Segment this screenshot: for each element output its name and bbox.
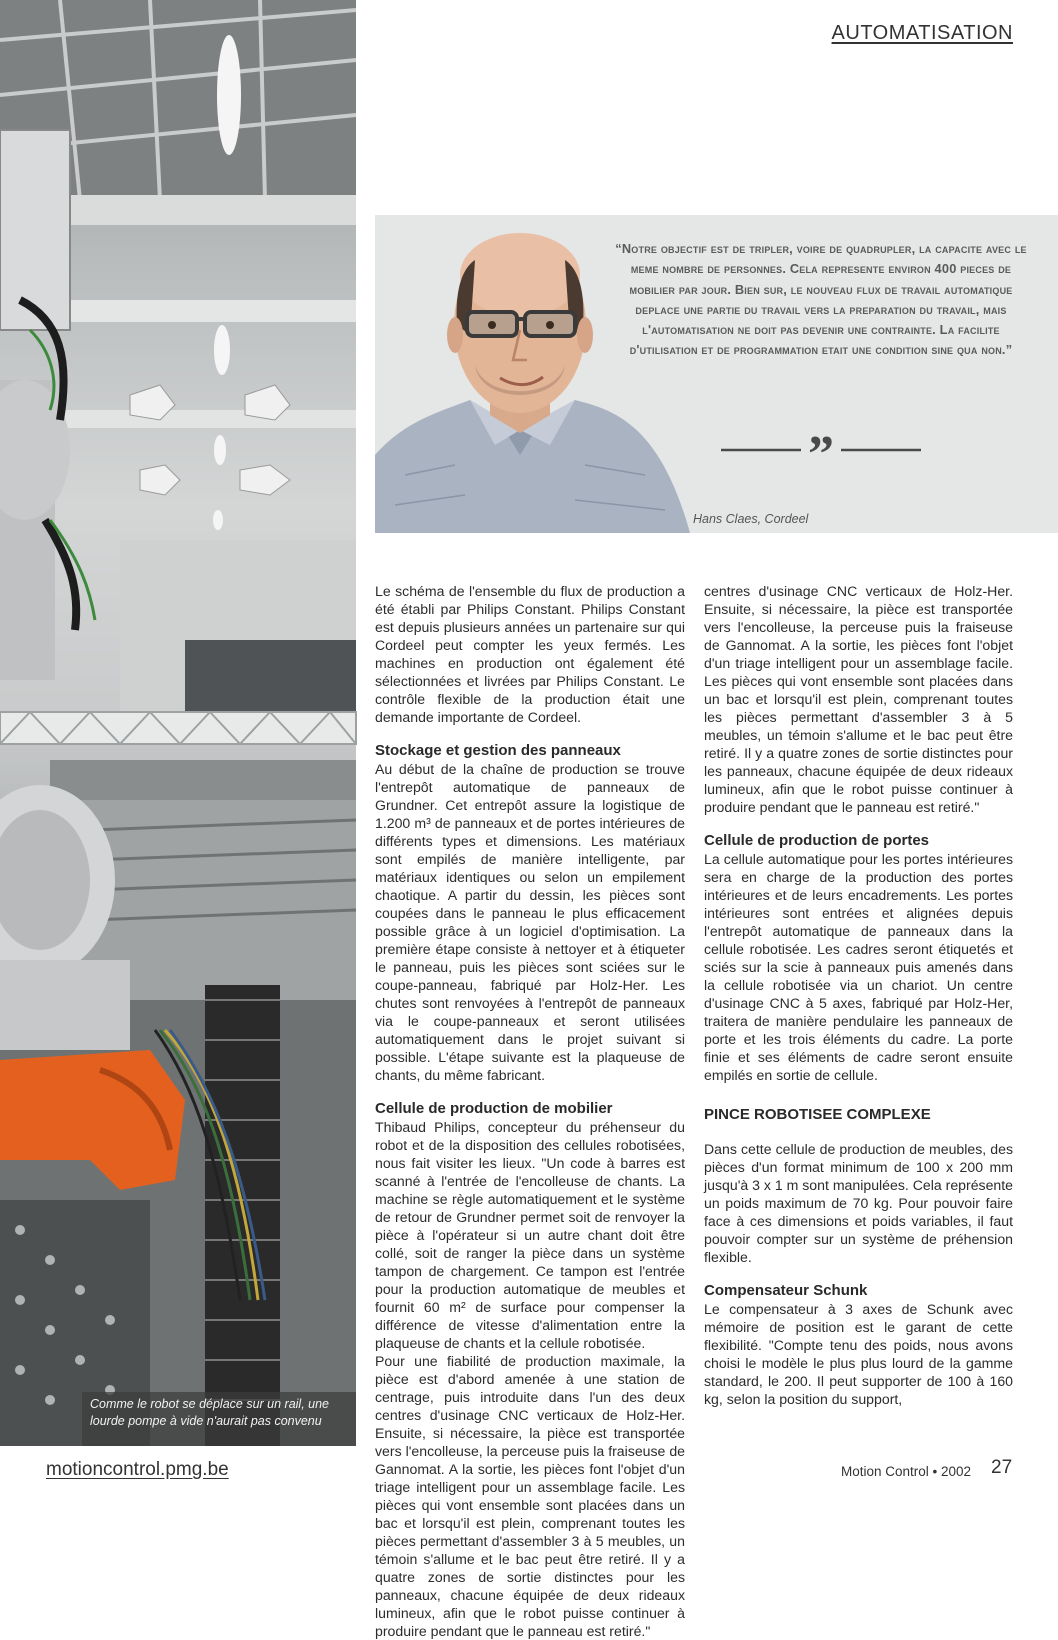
article-column-right [704, 582, 1013, 1408]
section-body-mobilier: Thibaud Philips, concepteur du préhenseur du robot et de la disposition des cellules robotisées, nous fait visiter les lieux. "Un code à barres est scanné à l'entrée de l'encolleuse de chants. La machine se règle automatiquement et le système de retour de Grundner permet soit de renvoyer la pièce à l'opérateur si un autre chant doit être collé, soit de ranger la pièce dans un système tampon de chargement. Ce tampon est l'entrée pour la production automatique de meubles et fournit 60 m² de surface pour compenser la différence de vitesse d'alimentation entre la plaqueuse de chants et la cellule robotisée. [375, 1119, 685, 1351]
section-body-schunk: Le compensateur à 3 axes de Schunk avec mémoire de position est le garant de cette flexibilité. "Compte tenu des poids, nous avons choisi le modèle le plus plus lourd de la gamme standard, le 200. Il peut supporter de 100 à 160 kg, selon la position du support, [704, 1301, 1013, 1407]
footer-website-link[interactable]: motioncontrol.pmg.be [46, 1459, 229, 1480]
article-column-left [375, 582, 685, 1639]
quote-box [375, 215, 1058, 533]
section-body-stockage: Au début de la chaîne de production se trouve l'entrepôt automatique de panneaux de Grundner. Cet entrepôt assure la logistique de 1.200 m³ de panneaux et de portes intérieures de différents types et dimensions. Les matériaux sont empilés de manière intelligente, par matériaux identiques ou selon un empilement chaotique. A partir du dessin, les pièces sont coupées dans le panneau le plus efficacement possible grâce à un logiciel d'optimisation. La première étape consiste à nettoyer et à étiqueter le panneau, puis les pièces sont sciées sur le coupe-panneau, fabriqué par Holz-Her. Les chutes sont renvoyées à l'entrepôt de panneaux via le coupe-panneaux et seront utilisées automatiquement dans le projet suivant si possible. L'étape suivante est la plaqueuse de chants, du même fabricant. [375, 761, 685, 1083]
factory-robot-illustration [0, 0, 356, 1446]
section-body-pince: Dans cette cellule de production de meubles, des pièces d'un format minimum de 100 x 200 mm jusqu'à 3 x 1 m sont manipulées. Cela représente un poids maximum de 70 kg. Pour pouvoir faire face à ces dimensions et poids variables, il faut pouvoir compter sur un système de préhension flexible. [704, 1141, 1014, 1265]
quote-divider [721, 426, 921, 483]
section-heading-portes: Cellule de production de portes [704, 832, 930, 849]
section-body-portes: La cellule automatique pour les portes intérieures sera en charge de la production des portes intérieures et de leurs encadrements. Les portes intérieures sont entrées et alignées depuis l'entrepôt automatique de panneaux dans la cellule robotisée. Les cadres seront étiquetés et sciés sur la scie à panneaux puis amenés dans la cellule robotisée via un chariot. Un centre d'usinage CNC à 5 axes, fabriqué par Holz-Her, traitera de manière pendulaire les panneaux de porte et les trois éléments du cadre. La porte finie et ses éléments de cadre seront ensuite empilés en sortie de cellule. [704, 851, 1013, 1083]
section-heading-stockage: Stockage et gestion des panneaux [375, 742, 621, 759]
factory-robot-photo [0, 0, 356, 1446]
section-heading-mobilier: Cellule de production de mobilier [375, 1100, 613, 1117]
article-intro: Le schéma de l'ensemble du flux de production a été établi par Philips Constant. Philips Constant est depuis plusieurs années un partenaire sur qui Cordeel peut compter les yeux fermés. Les machines en production ont également été sélectionnées et livrées par Philips Constant. Le contrôle flexible de la production était une demande importante de Cordeel. [375, 583, 685, 725]
section-body-mobilier-continued: Pour une fiabilité de production maximale, la pièce est d'abord amenée à une station de centrage, puis introduite dans l'un des deux centres d'usinage CNC verticaux de Holz-Her. Ensuite, si nécessaire, la pièce est transportée vers l'encolleuse, la perceuse puis la fraiseuse de Gannomat. A la sortie, les pièces font l'objet d'un triage intelligent pour un assemblage facile. Les pièces qui vont ensemble sont placées dans un bac et lorsqu'il est plein, comprenant toutes les pièces permettant d'assembler 3 à 5 meubles, un témoin s'allume et le bac peut être retiré. Il y a quatre zones de sortie distinctes pour les panneaux, chacune équipée de deux rideaux lumineux, afin que le robot puisse continuer à produire pendant que le panneau est retiré." [375, 1353, 685, 1639]
section-heading-pince: PINCE ROBOTISEE COMPLEXE [704, 1106, 931, 1123]
page-number: 27 [991, 1457, 1013, 1478]
footer-magazine: Motion Control • 2002 [841, 1464, 972, 1479]
photo-caption: Comme le robot se déplace sur un rail, une lourde pompe à vide n'aurait pas convenu [82, 1392, 356, 1446]
quote-text: “Notre objectif est de tripler, voire de quadrupler, la capacite avec le meme nombre de personnes. Cela represente environ 400 pieces de mobilier par jour. Bien sur, le nouveau flux de travail automatique deplace une partie du travail vers la preparation du travail, mais l'automatisation ne doit pas devenir une contrainte. La facilite d'utilisation et de programmation etait une condition sine qua non.” [615, 241, 1027, 358]
section-heading-schunk: Compensateur Schunk [704, 1282, 868, 1299]
quote-mark-icon: ” [808, 426, 834, 483]
quote-author: Hans Claes, Cordeel [693, 512, 809, 526]
section-label: AUTOMATISATION [831, 22, 1013, 44]
section-body-mobilier-overflow: centres d'usinage CNC verticaux de Holz-Her. Ensuite, si nécessaire, la pièce est transportée vers l'encolleuse, la perceuse puis la fraiseuse de Gannomat. A la sortie, les pièces font l'objet d'un triage intelligent pour un assemblage facile. Les pièces qui vont ensemble sont placées dans un bac et lorsqu'il est plein, comprenant toutes les pièces permettant d'assembler 3 à 5 meubles, un témoin s'allume et le bac peut être retiré. Il y a quatre zones de sortie distinctes pour les panneaux, chacune équipée de deux rideaux lumineux, afin que le robot puisse continuer à produire pendant que le panneau est retiré." [704, 583, 1013, 815]
